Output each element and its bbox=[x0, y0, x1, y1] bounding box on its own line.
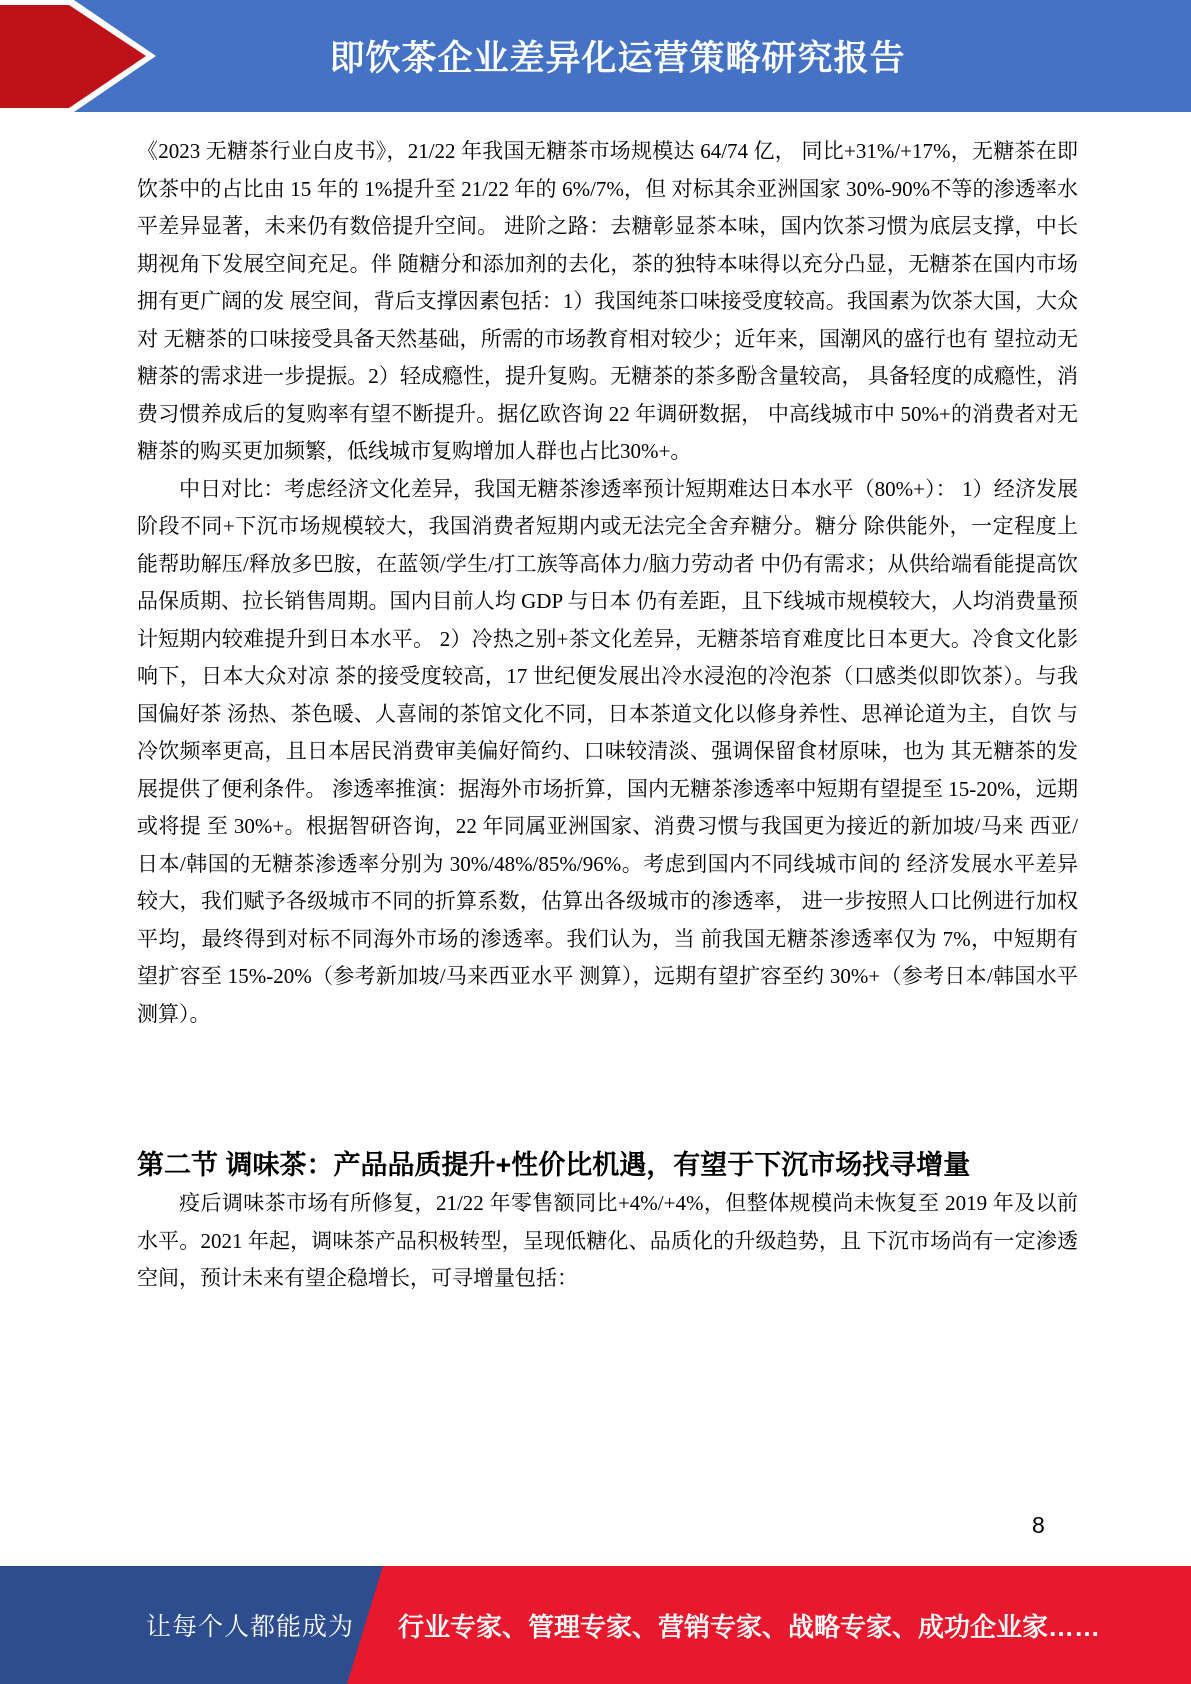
page-number: 8 bbox=[1032, 1512, 1045, 1538]
body-paragraph-2: 中日对比：考虑经济文化差异，我国无糖茶渗透率预计短期难达日本水平（80%+）： 1）经济发展阶段不同+下沉市场规模较大，我国消费者短期内或无法完全舍弃糖分。糖分 除供能外，一定程度上能帮助解压/释放多巴胺，在蓝领/学生/打工族等高体力/脑力劳动者 中仍有需求；从供给端看能提高饮品保质期、拉长销售周期。国内目前人均 GDP 与日本 仍有差距，且下线城市规模较大，人均消费量预计短期内较难提升到日本水平。 2）冷热之别+茶文化差异，无糖茶培育难度比日本更大。冷食文化影响下，日本大众对凉 茶的接受度较高，17 世纪便发展出冷水浸泡的冷泡茶（口感类似即饮茶）。与我国偏好茶 汤热、茶色暖、人喜闹的茶馆文化不同，日本茶道文化以修身养性、思禅论道为主，自饮 与冷饮频率更高，且日本居民消费审美偏好简约、口味较清淡、强调保留食材原味，也为 其无糖茶的发展提供了便利条件。 渗透率推演：据海外市场折算，国内无糖茶渗透率中短期有望提至 15-20%，远期或将提 至 30%+。根据智研咨询，22 年同属亚洲国家、消费习惯与我国更为接近的新加坡/马来 西亚/日本/韩国的无糖茶渗透率分别为 30%/48%/85%/96%。考虑到国内不同线城市间的 经济发展水平差异较大，我们赋予各级城市不同的折算系数，估算出各级城市的渗透率， 进一步按照人口比例进行加权平均，最终得到对标不同海外市场的渗透率。我们认为，当 前我国无糖茶渗透率仅为 7%，中短期有望扩容至 15%-20%（参考新加坡/马来西亚水平 测算），远期有望扩容至约 30%+（参考日本/韩国水平测算）。 bbox=[137, 476, 1078, 1026]
document-body bbox=[137, 133, 1078, 1298]
header-banner bbox=[0, 0, 1191, 112]
body-paragraph-3: 疫后调味茶市场有所修复，21/22 年零售额同比+4%/+4%，但整体规模尚未恢复至 2019 年及以前水平。2021 年起，调味茶产品积极转型，呈现低糖化、品质化的升级趋势，且 下沉市场尚有一定渗透空间，预计未来有望企稳增长，可寻增量包括： bbox=[137, 1191, 1078, 1290]
footer-banner bbox=[0, 1566, 1191, 1684]
body-paragraph-1: 《2023 无糖茶行业白皮书》，21/22 年我国无糖茶市场规模达 64/74 亿， 同比+31%/+17%，无糖茶在即饮茶中的占比由 15 年的 1%提升至 21/22 年的 6%/7%，但 对标其余亚洲国家 30%-90%不等的渗透率水平差异显著，未来仍有数倍提升空间。 进阶之路：去糖彰显茶本味，国内饮茶习惯为底层支撑，中长期视角下发展空间充足。伴 随糖分和添加剂的去化，茶的独特本味得以充分凸显，无糖茶在国内市场拥有更广阔的发 展空间，背后支撑因素包括：1）我国纯茶口味接受度较高。我国素为饮茶大国，大众对 无糖茶的口味接受具备天然基础，所需的市场教育相对较少；近年来，国潮风的盛行也有 望拉动无糖茶的需求进一步提振。2）轻成瘾性，提升复购。无糖茶的茶多酚含量较高， 具备轻度的成瘾性，消费习惯养成后的复购率有望不断提升。据亿欧咨询 22 年调研数据， 中高线城市中 50%+的消费者对无糖茶的购买更加频繁，低线城市复购增加人群也占比30%+。 bbox=[137, 139, 1078, 463]
footer-slogan: 让每个人都能成为 bbox=[146, 1613, 355, 1641]
section-heading: 第二节 调味茶：产品品质提升+性价比机遇，有望于下沉市场找寻增量 bbox=[137, 1150, 971, 1180]
footer-roles-text: 行业专家、管理专家、营销专家、战略专家、成功企业家…… bbox=[398, 1611, 1101, 1642]
page-title: 即饮茶企业差异化运营策略研究报告 bbox=[329, 39, 906, 78]
